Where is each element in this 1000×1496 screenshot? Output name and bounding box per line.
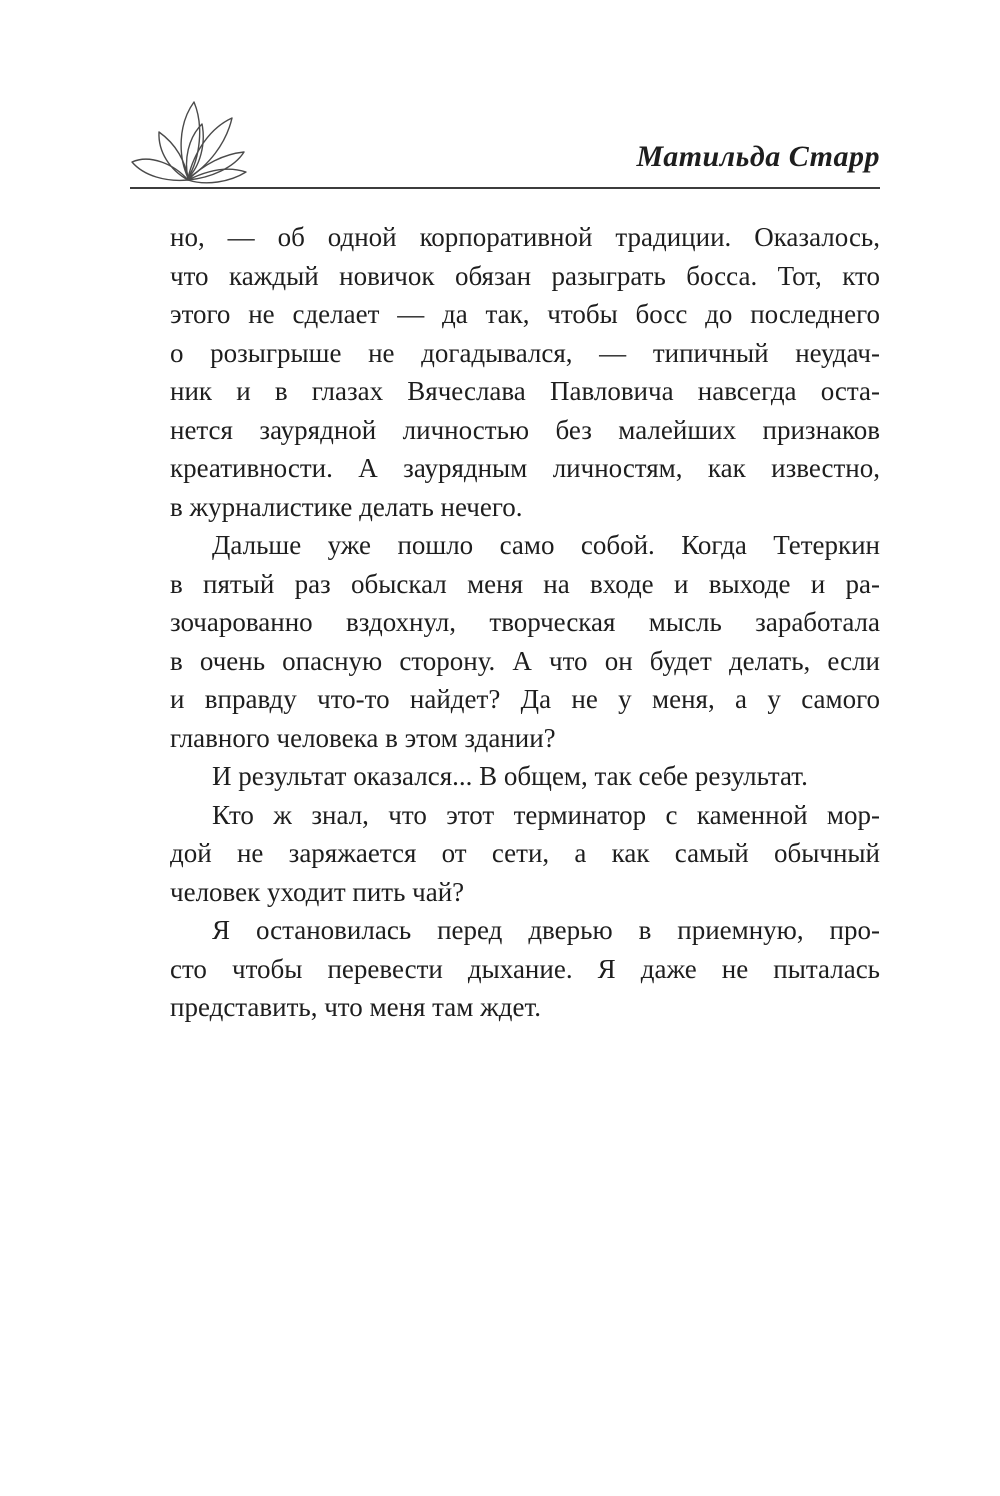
body-text — [170, 218, 880, 1027]
text-line: в пятый раз обыскал меня на входе и выходе и ра- — [170, 568, 880, 599]
author-name: Матильда Старр — [636, 140, 880, 173]
text-line: но, — об одной корпоративной традиции. Оказалось, — [170, 222, 880, 252]
paragraph — [170, 911, 880, 1027]
text-line: в журналистике делать нечего. — [170, 491, 523, 522]
text-line: сто чтобы перевести дыхание. Я даже не пыталась — [170, 953, 880, 984]
text-line: этого не сделает — да так, чтобы босс до последнего — [170, 299, 880, 329]
text-line: и вправду что-то найдет? Да не у меня, а у самого — [170, 684, 880, 714]
text-line: нется заурядной личностью без малейших признаков — [170, 414, 880, 445]
text-line: человек уходит пить чай? — [170, 876, 465, 907]
paragraph — [170, 526, 880, 757]
flower-ornament-icon — [126, 94, 256, 196]
text-line: ник и в глазах Вячеслава Павловича навсегда оста- — [170, 376, 880, 406]
text-line: дой не заряжается от сети, а как самый обычный — [170, 838, 880, 868]
text-line: о розыгрыше не догадывался, — типичный неудач- — [170, 337, 880, 368]
text-line: главного человека в этом здании? — [170, 722, 556, 753]
text-line: что каждый новичок обязан разыграть босса. Тот, кто — [170, 260, 880, 291]
text-line: в очень опасную сторону. А что он будет делать, если — [170, 645, 880, 676]
text-line: Я остановилась перед дверью в приемную, про- — [212, 915, 880, 945]
text-line: креативности. А заурядным личностям, как известно, — [170, 453, 880, 483]
text-line: представить, что меня там ждет. — [170, 992, 542, 1022]
text-line: Кто ж знал, что этот терминатор с каменной мор- — [212, 799, 880, 830]
paragraph — [170, 757, 880, 796]
text-line: Дальше уже пошло само собой. Когда Тетеркин — [212, 530, 880, 560]
text-line: И результат оказался... В общем, так себе результат. — [212, 761, 808, 791]
text-line: зочарованно вздохнул, творческая мысль заработала — [170, 607, 880, 637]
paragraph — [170, 796, 880, 912]
header-rule — [130, 187, 880, 189]
paragraph — [170, 218, 880, 526]
